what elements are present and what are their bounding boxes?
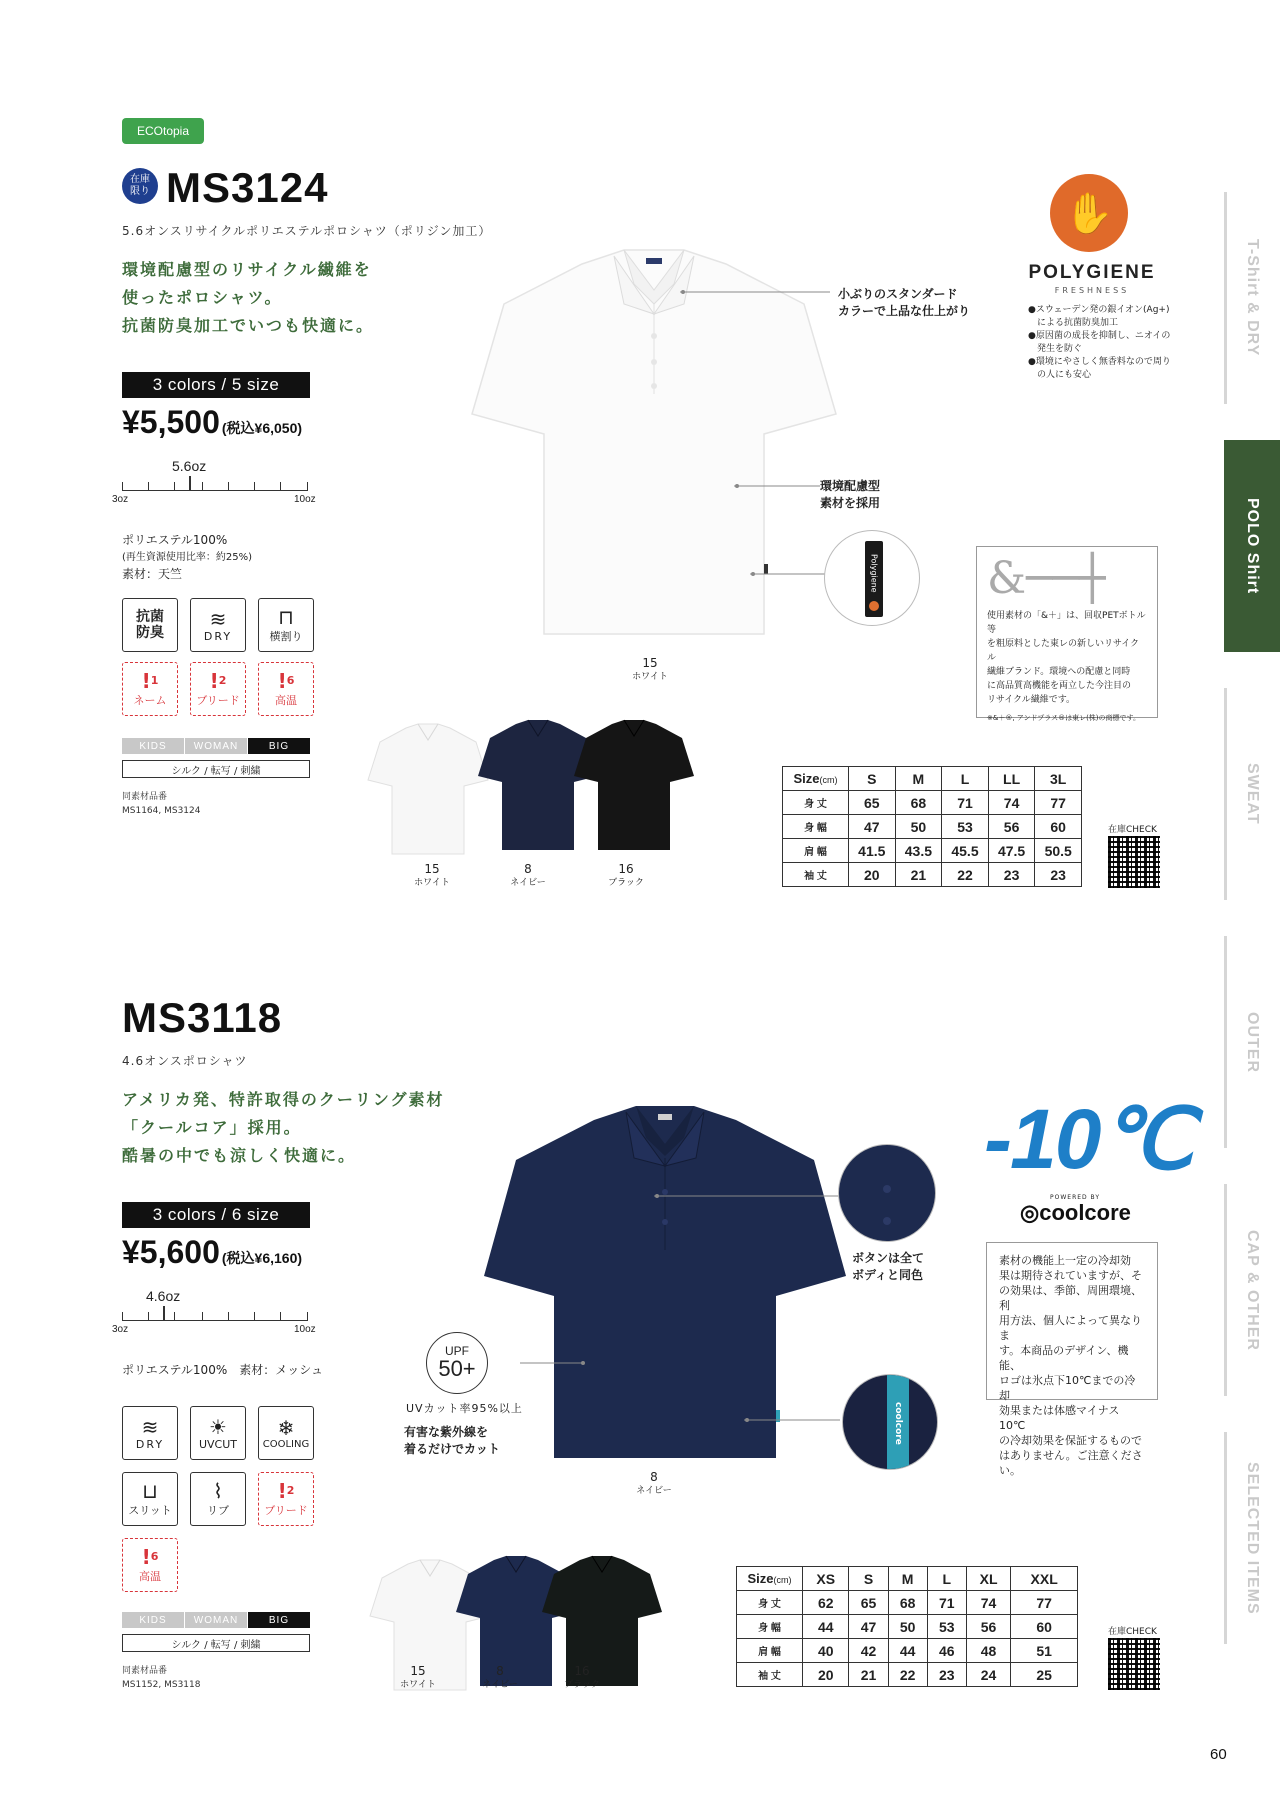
andplus-text: に高品質高機能を両立した今注目の	[987, 681, 1132, 691]
same-material	[122, 1664, 201, 1692]
polygiene-point: の人にも安心	[1028, 370, 1092, 380]
color-num: 8	[496, 1664, 504, 1678]
andplus-note: ※&＋®, アンドプラス®は東レ(株)の商標です。	[987, 714, 1140, 722]
main-shirt-navy	[480, 1100, 850, 1462]
oz-min: 3oz	[112, 494, 129, 505]
category-woman: WOMAN	[185, 1612, 247, 1628]
notice-line: ロゴは氷点下10℃までの冷却	[999, 1374, 1136, 1402]
dry-icon	[122, 1406, 178, 1460]
qr-code-icon[interactable]	[1108, 836, 1160, 888]
slit-glyph: ⊔	[142, 1479, 158, 1503]
cell: 42	[849, 1639, 888, 1663]
material-line: 素材：天竺	[122, 567, 183, 581]
color-name: ネイビー	[636, 1486, 672, 1496]
category-big: BIG	[248, 738, 310, 754]
warning-label: ブリード	[196, 694, 240, 707]
callout-line-text: 素材を採用	[820, 496, 881, 510]
antibacterial-icon	[122, 598, 178, 652]
warning-label: ネーム	[133, 694, 167, 707]
button-icon	[883, 1217, 891, 1225]
oz-scale	[112, 458, 316, 505]
same-material-label: 同素材品番	[122, 792, 168, 802]
tab-label: CAP & OTHER	[1244, 1229, 1261, 1351]
row-label: 身 幅	[783, 815, 849, 839]
cell: 23	[1035, 863, 1082, 887]
color-size-banner: 3 colors / 5 size	[122, 372, 310, 398]
exclamation-icon: !$^6$	[141, 1545, 159, 1569]
cell: 77	[1011, 1591, 1078, 1615]
warning-label: 高温	[139, 1570, 161, 1583]
size-header: S	[849, 767, 896, 791]
same-material-codes: MS1152, MS3118	[122, 1680, 201, 1690]
print-methods: シルク / 転写 / 刺繍	[122, 760, 310, 778]
table-row	[737, 1639, 1078, 1663]
oz-tick	[202, 482, 203, 490]
oz-axis	[122, 490, 308, 491]
table-row	[737, 1615, 1078, 1639]
size-header: M	[888, 1567, 927, 1591]
price	[122, 404, 302, 441]
andplus-logo-icon: &──┼	[987, 553, 1106, 604]
cell: 48	[966, 1639, 1011, 1663]
cell: 50	[895, 815, 942, 839]
tab-selected-items[interactable]	[1224, 1432, 1280, 1644]
cell: 56	[966, 1615, 1011, 1639]
color-num: 16	[618, 862, 634, 876]
cell: 65	[849, 791, 896, 815]
cell: 65	[849, 1591, 888, 1615]
minus-ten-degrees-logo: -10℃	[984, 1092, 1192, 1186]
print-methods: シルク / 転写 / 刺繍	[122, 1634, 310, 1652]
cell: 22	[888, 1663, 927, 1687]
color-name: ホワイト	[632, 672, 668, 682]
category-kids: KIDS	[122, 1612, 184, 1628]
cell: 24	[966, 1663, 1011, 1687]
oz-tick	[228, 482, 229, 490]
tab-tshirt-dry[interactable]	[1224, 192, 1280, 404]
cell: 21	[849, 1663, 888, 1687]
oz-axis	[122, 1320, 308, 1321]
callout-line	[520, 1360, 588, 1366]
tab-label: T-Shirt & DRY	[1244, 239, 1261, 357]
upf-label: UPF	[445, 1344, 469, 1358]
row-label: 身 丈	[783, 791, 849, 815]
warning-name-icon	[122, 662, 178, 716]
oz-tick	[280, 482, 281, 490]
callout-eco-material	[820, 478, 880, 512]
tab-polo-shirt[interactable]	[1224, 440, 1280, 652]
polygiene-hand-icon: ✋	[1050, 174, 1128, 252]
coolcore-tag-text: coolcore	[893, 1401, 903, 1445]
color-num: 15	[410, 1664, 426, 1678]
side-seam-glyph: ⊓	[278, 605, 294, 629]
uv-cut-rate: UVカット率95%以上	[406, 1402, 523, 1415]
variant-caption	[506, 862, 550, 890]
oz-value: 4.6oz	[146, 1288, 181, 1304]
tab-cap-other[interactable]	[1224, 1184, 1280, 1396]
tag-text: Polygiene	[869, 553, 879, 593]
cell: 50	[888, 1615, 927, 1639]
cell: 68	[895, 791, 942, 815]
notice-line: の冷却効果を保証するもので	[999, 1434, 1142, 1447]
callout-line	[680, 288, 840, 296]
uv-cut-icon	[190, 1406, 246, 1460]
cell: 71	[927, 1591, 966, 1615]
table-row	[783, 839, 1082, 863]
feature-label: リブ	[207, 1504, 229, 1517]
coolcore-swirl-icon: ◎	[1020, 1200, 1040, 1225]
table-row	[783, 863, 1082, 887]
tab-label: OUTER	[1244, 1011, 1261, 1073]
slit-icon	[122, 1472, 178, 1526]
feature-label: UVCUT	[198, 1437, 238, 1451]
color-name: ネイビー	[510, 878, 546, 888]
warning-num: 2	[218, 674, 227, 687]
cell: 22	[942, 863, 989, 887]
main-color-caption	[634, 1470, 674, 1498]
notice-line: す。本商品のデザイン、機能、	[999, 1344, 1129, 1372]
warning-bleed-icon	[190, 662, 246, 716]
category-woman: WOMAN	[185, 738, 247, 754]
polygiene-mini-logo-icon	[869, 601, 879, 611]
callout-line-text: ボディと同色	[852, 1268, 924, 1282]
category-kids: KIDS	[122, 738, 184, 754]
size-header-label: Size(cm)	[783, 767, 849, 791]
color-name: ホワイト	[414, 878, 450, 888]
button-icon	[883, 1185, 891, 1193]
stock-check-label: 在庫CHECK	[1108, 825, 1157, 835]
cell: 20	[803, 1663, 849, 1687]
warning-heat-icon	[122, 1538, 178, 1592]
cell: 43.5	[895, 839, 942, 863]
oz-tick	[254, 1312, 255, 1320]
row-label: 身 丈	[737, 1591, 803, 1615]
size-header-label: Size(cm)	[737, 1567, 803, 1591]
catch-line: 使ったポロシャツ。	[122, 288, 283, 307]
size-header: 3L	[1035, 767, 1082, 791]
callout-line	[744, 1416, 844, 1424]
notice-line: の効果は、季節、周囲環境、利	[999, 1284, 1142, 1312]
ecotopia-badge: ECOtopia	[122, 118, 204, 144]
table-row	[783, 815, 1082, 839]
oz-tick	[307, 1312, 308, 1320]
oz-tick	[174, 1312, 175, 1320]
andplus-text: 繊維ブランド。環境への配慮と同時	[987, 667, 1131, 677]
size-header: L	[927, 1567, 966, 1591]
size-header: M	[895, 767, 942, 791]
stock-badge-line1: 在庫	[130, 174, 150, 185]
cell: 56	[988, 815, 1035, 839]
notice-line: 用方法、個人によって異なりま	[999, 1314, 1142, 1342]
stock-badge-line2: 限り	[130, 186, 150, 197]
exclamation-icon: !$^2$	[277, 1479, 295, 1503]
oz-max: 10oz	[294, 494, 316, 505]
catch-line: 酷暑の中でも涼しく快適に。	[122, 1146, 357, 1165]
same-material-codes: MS1164, MS3124	[122, 806, 201, 816]
andplus-text: 使用素材の「&＋」は、回収PETボトル等	[987, 611, 1146, 635]
size-header: LL	[988, 767, 1035, 791]
price-tax: (税込¥6,160)	[221, 1250, 303, 1266]
variant-caption	[410, 862, 454, 890]
dry-waves-glyph: ≋	[209, 606, 227, 631]
cell: 50.5	[1035, 839, 1082, 863]
notice-line: 果は期待されていますが、そ	[999, 1269, 1142, 1282]
notice-line: 効果または体感マイナス10℃	[999, 1404, 1120, 1432]
variant-caption	[604, 862, 648, 890]
size-header: L	[942, 767, 989, 791]
material-line: (再生資源使用比率：約25%)	[122, 552, 253, 563]
cell: 23	[927, 1663, 966, 1687]
polygiene-point: ●スウェーデン発の銀イオン(Ag+)	[1028, 305, 1170, 315]
callout-button	[852, 1250, 924, 1284]
material-info: ポリエステル100% 素材：メッシュ	[122, 1363, 323, 1377]
price	[122, 1234, 302, 1271]
callout-line	[654, 1192, 844, 1200]
callout-collar	[838, 286, 970, 320]
tab-label: POLO Shirt	[1244, 497, 1261, 595]
feature-label: COOLING	[262, 1438, 310, 1450]
material-info	[122, 532, 252, 583]
catch-copy	[122, 1086, 445, 1170]
row-label: 肩 幅	[737, 1639, 803, 1663]
cell: 20	[849, 863, 896, 887]
oz-tick	[122, 1312, 123, 1320]
warning-num: 6	[286, 674, 295, 687]
variant-shirt-black	[572, 718, 696, 854]
notice-line: 素材の機能上一定の冷却効	[999, 1254, 1131, 1267]
stock-check-label: 在庫CHECK	[1108, 1627, 1157, 1637]
price-value: ¥5,500	[122, 404, 220, 440]
callout-uv	[404, 1424, 500, 1458]
color-size-banner: 3 colors / 6 size	[122, 1202, 310, 1228]
size-header: XL	[966, 1567, 1011, 1591]
color-num: 15	[424, 862, 440, 876]
polygiene-point: ●原因菌の成長を抑制し、ニオイの	[1028, 331, 1171, 341]
page-number: 60	[1210, 1746, 1227, 1763]
model-number: MS3118	[122, 994, 283, 1041]
cell: 23	[988, 863, 1035, 887]
upf-value: 50+	[438, 1356, 476, 1381]
material-line: ポリエステル100%	[122, 533, 228, 547]
rib-collar-glyph: ⌇	[213, 1479, 223, 1503]
cell: 53	[942, 815, 989, 839]
variant-shirt-white	[366, 722, 490, 858]
tab-label: SWEAT	[1244, 763, 1261, 825]
exclamation-icon: !$^2$	[209, 669, 227, 693]
cell: 74	[966, 1591, 1011, 1615]
andplus-info-box	[976, 546, 1158, 722]
feature-label: 抗菌 防臭	[136, 609, 164, 641]
button-detail-photo	[838, 1144, 936, 1242]
callout-line-text: ボタンは全て	[852, 1251, 925, 1265]
cell: 47	[849, 1615, 888, 1639]
andplus-text: を粗原料とした東レの新しいリサイクル	[987, 639, 1140, 663]
size-header: XXL	[1011, 1567, 1078, 1591]
oz-max: 10oz	[294, 1324, 316, 1335]
oz-tick	[307, 482, 308, 490]
side-seam-icon	[258, 598, 314, 652]
catch-line: 抗菌防臭加工でいつも快適に。	[122, 316, 375, 335]
color-num: 16	[574, 1664, 590, 1678]
coolcore-logo	[1020, 1200, 1131, 1226]
exclamation-icon: !$^1$	[141, 669, 159, 693]
table-row	[737, 1591, 1078, 1615]
callout-line-text: カラーで上品な仕上がり	[838, 304, 971, 318]
model-number: MS3124	[166, 164, 329, 211]
color-name: ホワイト	[400, 1680, 436, 1690]
size-header: S	[849, 1567, 888, 1591]
cell: 41.5	[849, 839, 896, 863]
category-row	[122, 738, 311, 754]
upf-badge	[426, 1332, 488, 1394]
color-num: 15	[642, 656, 658, 670]
variant-caption	[396, 1664, 440, 1692]
oz-tick	[148, 482, 149, 490]
rib-icon	[190, 1472, 246, 1526]
cell: 25	[1011, 1663, 1078, 1687]
cell: 74	[988, 791, 1035, 815]
cell: 47.5	[988, 839, 1035, 863]
oz-tick	[254, 482, 255, 490]
tab-label: SELECTED ITEMS	[1244, 1461, 1261, 1615]
cell: 21	[895, 863, 942, 887]
variant-caption	[478, 1664, 522, 1692]
cell: 45.5	[942, 839, 989, 863]
oz-tick	[202, 1312, 203, 1320]
oz-tick	[122, 482, 123, 490]
cell: 47	[849, 815, 896, 839]
color-num: 8	[650, 1470, 658, 1484]
oz-marker	[163, 1306, 165, 1320]
warning-num: 6	[150, 1550, 159, 1563]
cell: 77	[1035, 791, 1082, 815]
cooling-icon	[258, 1406, 314, 1460]
notice-line: はありません。ご注意ください。	[999, 1449, 1143, 1477]
cell: 68	[888, 1591, 927, 1615]
oz-marker	[189, 476, 191, 490]
limited-stock-badge	[122, 168, 158, 204]
row-label: 身 幅	[737, 1615, 803, 1639]
warning-label: 高温	[275, 694, 297, 707]
coolcore-wordmark: coolcore	[1039, 1200, 1131, 1225]
feature-label: DRY	[135, 1437, 165, 1451]
table-row	[783, 791, 1082, 815]
coolcore-tag-detail-photo	[842, 1374, 938, 1470]
andplus-text: リサイクル繊維です。	[987, 695, 1076, 705]
cell: 60	[1011, 1615, 1078, 1639]
callout-line	[734, 482, 826, 490]
size-table	[736, 1566, 1078, 1687]
warning-num: 2	[286, 1484, 295, 1497]
cell: 46	[927, 1639, 966, 1663]
main-color-caption	[630, 656, 670, 684]
catch-copy	[122, 256, 374, 340]
color-name: ブラック	[564, 1680, 600, 1690]
oz-tick	[280, 1312, 281, 1320]
main-shirt-white	[464, 244, 844, 644]
warning-label: ブリード	[264, 1504, 308, 1517]
polygiene-point: による抗菌防臭加工	[1028, 318, 1119, 328]
category-row	[122, 1612, 311, 1628]
polygiene-points	[1028, 304, 1171, 382]
row-label: 肩 幅	[783, 839, 849, 863]
qr-code-icon[interactable]	[1108, 1638, 1160, 1690]
cell: 71	[942, 791, 989, 815]
warning-heat-icon	[258, 662, 314, 716]
polygiene-sub: FRESHNESS	[1054, 286, 1130, 295]
polygiene-title: POLYGIENE	[1028, 262, 1156, 283]
catch-line: 環境配慮型のリサイクル繊維を	[122, 260, 372, 279]
color-name: ブラック	[608, 878, 644, 888]
cell: 60	[1035, 815, 1082, 839]
row-label: 袖 丈	[737, 1663, 803, 1687]
row-label: 袖 丈	[783, 863, 849, 887]
cell: 44	[803, 1615, 849, 1639]
same-material	[122, 790, 201, 818]
oz-tick	[148, 1312, 149, 1320]
color-name: ネイビー	[482, 1680, 518, 1690]
coolcore-powered: POWERED BY	[1050, 1194, 1101, 1201]
size-table	[782, 766, 1082, 887]
exclamation-icon: !$^6$	[277, 669, 295, 693]
callout-line-text: 小ぶりのスタンダード	[838, 287, 958, 301]
price-tax: (税込¥6,050)	[221, 420, 303, 436]
tab-sweat[interactable]	[1224, 688, 1280, 900]
feature-label: 横割り	[269, 630, 303, 643]
feature-label: DRY	[203, 629, 233, 643]
sun-icon: ☀	[209, 1414, 227, 1439]
tag-detail-photo	[824, 530, 920, 626]
callout-line-text: 着るだけでカット	[404, 1442, 500, 1456]
size-header: XS	[803, 1567, 849, 1591]
snowflake-icon: ❄	[277, 1415, 295, 1440]
oz-tick	[228, 1312, 229, 1320]
cell: 51	[1011, 1639, 1078, 1663]
table-row	[737, 1663, 1078, 1687]
catch-line: アメリカ発、特許取得のクーリング素材	[122, 1090, 445, 1109]
coolcore-notice-box	[986, 1242, 1158, 1477]
oz-tick	[174, 482, 175, 490]
callout-line-text: 有害な紫外線を	[404, 1425, 489, 1439]
oz-min: 3oz	[112, 1324, 129, 1335]
variant-caption	[560, 1664, 604, 1692]
catch-line: 「クールコア」採用。	[122, 1118, 302, 1137]
feature-label: スリット	[128, 1504, 172, 1517]
dry-waves-glyph: ≋	[141, 1414, 159, 1439]
dry-icon	[190, 598, 246, 652]
cell: 44	[888, 1639, 927, 1663]
cell: 40	[803, 1639, 849, 1663]
price-value: ¥5,600	[122, 1234, 220, 1270]
product-subtitle: 4.6オンスポロシャツ	[122, 1054, 248, 1068]
polygiene-point: 発生を防ぐ	[1028, 344, 1083, 354]
oz-value: 5.6oz	[172, 458, 207, 474]
callout-line-text: 環境配慮型	[820, 479, 881, 493]
category-big: BIG	[248, 1612, 310, 1628]
warning-num: 1	[150, 674, 159, 687]
color-num: 8	[524, 862, 532, 876]
product-subtitle: 5.6オンスリサイクルポリエステルポロシャツ（ポリジン加工）	[122, 224, 492, 238]
oz-scale	[112, 1288, 316, 1335]
warning-bleed-icon	[258, 1472, 314, 1526]
cell: 62	[803, 1591, 849, 1615]
same-material-label: 同素材品番	[122, 1666, 168, 1676]
callout-line	[750, 570, 830, 578]
cell: 53	[927, 1615, 966, 1639]
tab-outer[interactable]	[1224, 936, 1280, 1148]
polygiene-point: ●環境にやさしく無香料なので周り	[1028, 357, 1171, 367]
